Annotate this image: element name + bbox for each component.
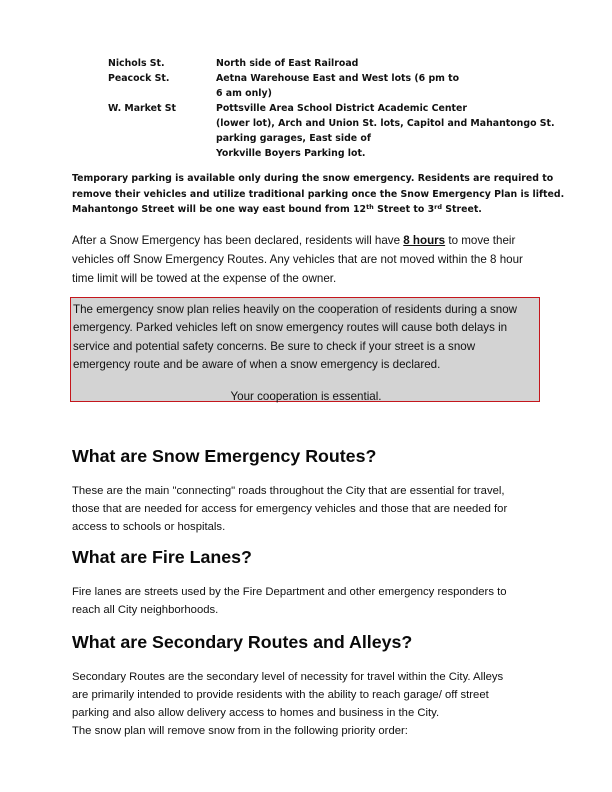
hours-emphasis: 8 hours bbox=[403, 234, 446, 247]
secondary-routes-paragraph bbox=[72, 669, 552, 741]
parking-location bbox=[216, 101, 555, 161]
parking-street: Nichols St. bbox=[108, 58, 165, 69]
notice-line: emergency. Parked vehicles left on snow emergency routes will cause both delays in bbox=[73, 321, 508, 335]
temporary-parking-paragraph bbox=[72, 171, 565, 218]
parking-location-line: Aetna Warehouse East and West lots (6 pm to bbox=[216, 73, 460, 84]
parking-row bbox=[108, 101, 555, 161]
paragraph-line: vehicles off Snow Emergency Routes. Any vehicles that are not moved within the 8 hour bbox=[72, 253, 523, 266]
ordinal-suffix: rd bbox=[434, 203, 442, 211]
parking-location-line: (lower lot), Arch and Union St. lots, Capitol and Mahantongo St. bbox=[216, 118, 555, 129]
paragraph-line: time limit will be towed at the expense of the owner. bbox=[72, 272, 337, 285]
parking-street: W. Market St bbox=[108, 103, 176, 114]
parking-location-line: Yorkville Boyers Parking lot. bbox=[216, 148, 366, 159]
parking-location-line: Pottsville Area School District Academic Center bbox=[216, 103, 467, 114]
fire-lanes-paragraph bbox=[72, 584, 552, 620]
paragraph-line: parking and also allow delivery access to homes and business in the City. bbox=[72, 706, 440, 719]
notice-closing: Your cooperation is essential. bbox=[230, 390, 382, 404]
notice-line: emergency route and be aware of when a snow emergency is declared. bbox=[73, 357, 441, 371]
parking-location bbox=[216, 56, 548, 71]
parking-row bbox=[108, 56, 548, 71]
cooperation-notice-box bbox=[70, 297, 540, 402]
paragraph-line: Secondary Routes are the secondary level of necessity for travel within the City. Alleys bbox=[72, 671, 504, 683]
paragraph-line: remove their vehicles and utilize traditional parking once the Snow Emergency Plan is lifted. bbox=[72, 188, 565, 200]
notice-line: The emergency snow plan relies heavily on the cooperation of residents during a snow bbox=[73, 303, 518, 316]
parking-street: Peacock St. bbox=[108, 73, 170, 84]
text-span: After a Snow Emergency has been declared, residents will have bbox=[72, 234, 404, 247]
parking-row bbox=[108, 71, 548, 101]
paragraph-line bbox=[72, 202, 552, 218]
text-span: to move their bbox=[445, 234, 516, 247]
heading-fire-lanes: What are Fire Lanes? bbox=[72, 547, 252, 567]
paragraph-line: The snow plan will remove snow from in the following priority order: bbox=[72, 724, 408, 737]
parking-location-line: parking garages, East side of bbox=[216, 133, 371, 144]
heading-secondary-routes-alleys: What are Secondary Routes and Alleys? bbox=[72, 632, 413, 652]
parking-location bbox=[216, 71, 548, 101]
paragraph-line: Fire lanes are streets used by the Fire Department and other emergency responders to bbox=[72, 586, 507, 598]
paragraph-line: These are the main "connecting" roads throughout the City that are essential for travel, bbox=[72, 485, 505, 497]
snow-emergency-routes-paragraph bbox=[72, 483, 552, 537]
ordinal-suffix: th bbox=[366, 203, 374, 211]
text-span: Mahantongo Street will be one way east bound from 12 bbox=[72, 204, 367, 215]
paragraph-line: are primarily intended to provide residents with the ability to reach garage/ off street bbox=[72, 688, 489, 701]
notice-line: service and potential safety concerns. Be sure to check if your street is a snow bbox=[73, 339, 476, 353]
heading-snow-emergency-routes: What are Snow Emergency Routes? bbox=[72, 446, 377, 466]
paragraph-line: reach all City neighborhoods. bbox=[72, 603, 219, 616]
after-emergency-paragraph bbox=[72, 231, 552, 288]
paragraph-line bbox=[72, 231, 552, 250]
parking-location-line: North side of East Railroad bbox=[216, 58, 359, 69]
paragraph-line: access to schools or hospitals. bbox=[72, 520, 226, 533]
text-span: Street. bbox=[441, 204, 482, 215]
parking-location-line: 6 am only) bbox=[216, 88, 272, 99]
parking-locations-list bbox=[108, 56, 555, 161]
text-span: Street to 3 bbox=[373, 204, 435, 215]
paragraph-line: those that are needed for access for emergency vehicles and those that are needed for bbox=[72, 502, 508, 515]
paragraph-line: Temporary parking is available only during the snow emergency. Residents are required to bbox=[72, 173, 554, 184]
